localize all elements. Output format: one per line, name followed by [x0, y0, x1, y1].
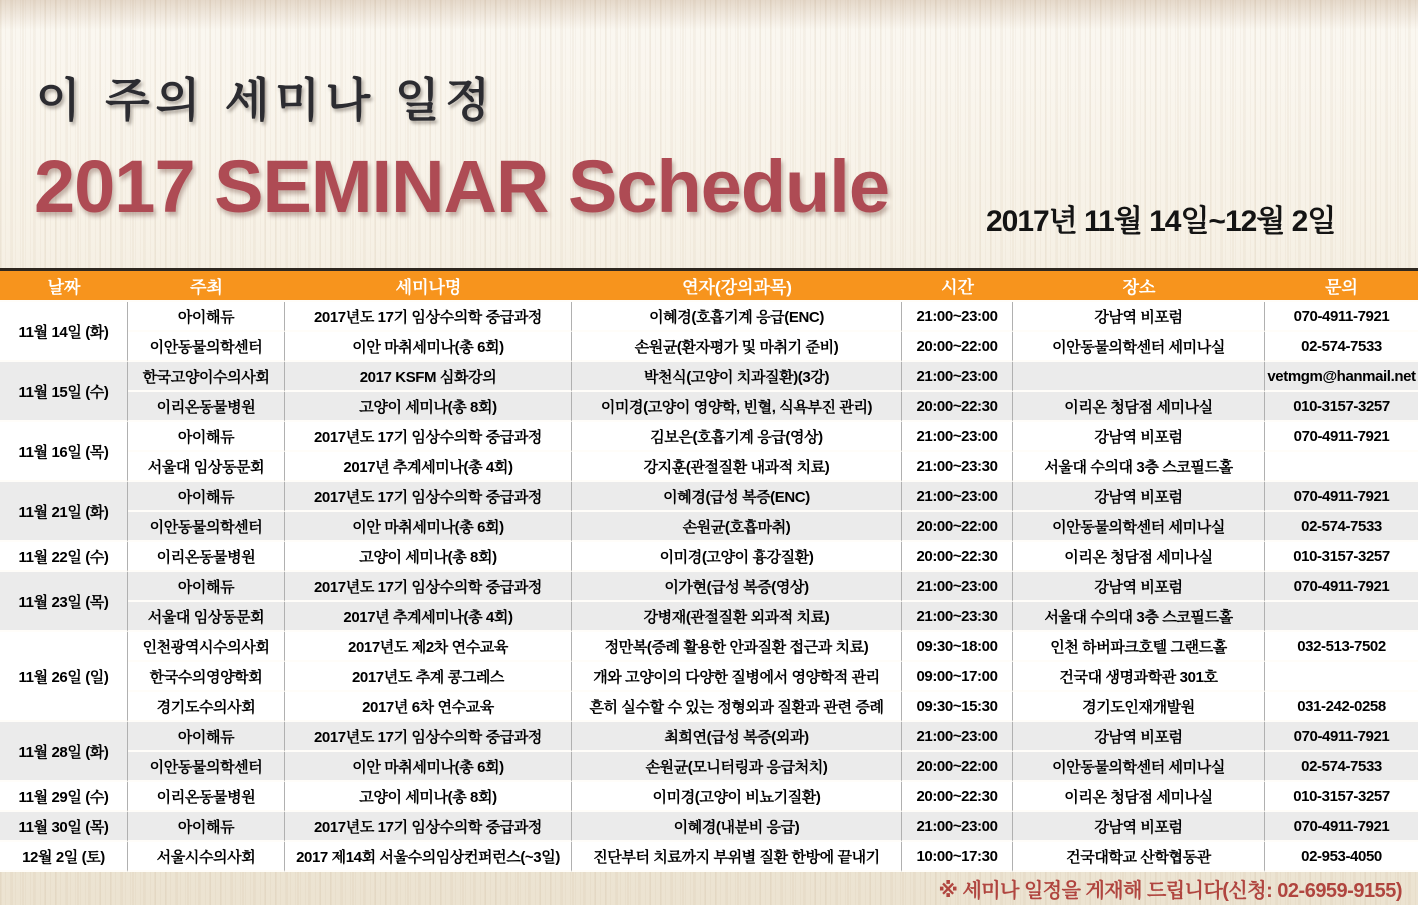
cell-seminar-name: 이안 마취세미나(총 6회): [285, 332, 572, 362]
table-row: [0, 482, 1418, 512]
cell-time: 21:00~23:00: [902, 722, 1013, 752]
cell-speaker: 손원균(모니터링과 응급처치): [572, 752, 902, 782]
table-row: [0, 662, 1418, 692]
cell-host: 아이해듀: [128, 302, 285, 332]
cell-host: 서울대 임상동문회: [128, 602, 285, 632]
cell-date: 11월 28일 (화): [0, 722, 128, 782]
cell-date: 11월 14일 (화): [0, 302, 128, 362]
cell-contact: [1265, 602, 1418, 632]
cell-contact: 010-3157-3257: [1265, 782, 1418, 812]
cell-place: 경기도인재개발원: [1013, 692, 1265, 722]
cell-speaker: 이혜경(급성 복증(ENC): [572, 482, 902, 512]
cell-speaker: 흔히 실수할 수 있는 정형외과 질환과 관련 증례: [572, 692, 902, 722]
cell-host: 서울대 임상동문회: [128, 452, 285, 482]
cell-place: 강남역 비포럼: [1013, 482, 1265, 512]
cell-speaker: 이가현(급성 복증(영상): [572, 572, 902, 602]
cell-contact: 02-574-7533: [1265, 512, 1418, 542]
cell-time: 10:00~17:30: [902, 842, 1013, 872]
cell-date: 11월 23일 (목): [0, 572, 128, 632]
cell-place: 이안동물의학센터 세미나실: [1013, 752, 1265, 782]
page-title: 2017 SEMINAR Schedule: [34, 145, 889, 228]
cell-time: 21:00~23:00: [902, 812, 1013, 842]
cell-host: 이리온동물병원: [128, 542, 285, 572]
table-row: [0, 722, 1418, 752]
cell-seminar-name: 2017년도 추계 콩그레스: [285, 662, 572, 692]
calligraphy-title: 이 주의 세미나 일정: [36, 74, 496, 126]
cell-contact: [1265, 662, 1418, 692]
table-row: [0, 632, 1418, 662]
cell-date: 11월 26일 (일): [0, 632, 128, 722]
cell-contact: 010-3157-3257: [1265, 392, 1418, 422]
cell-place: 서울대 수의대 3층 스코필드홀: [1013, 452, 1265, 482]
cell-host: 아이해듀: [128, 572, 285, 602]
cell-time: 20:00~22:30: [902, 392, 1013, 422]
cell-date: 12월 2일 (토): [0, 842, 128, 872]
cell-host: 이리온동물병원: [128, 782, 285, 812]
table-row: [0, 602, 1418, 632]
cell-date: 11월 29일 (수): [0, 782, 128, 812]
cell-host: 이안동물의학센터: [128, 332, 285, 362]
column-header-speaker: 연자(강의과목): [572, 271, 902, 302]
cell-host: 아이해듀: [128, 812, 285, 842]
cell-speaker: 이미경(고양이 흉강질환): [572, 542, 902, 572]
cell-time: 09:30~18:00: [902, 632, 1013, 662]
cell-time: 21:00~23:00: [902, 422, 1013, 452]
column-header-date: 날짜: [0, 271, 128, 302]
top-edge-texture: [0, 0, 1418, 30]
cell-contact: 02-953-4050: [1265, 842, 1418, 872]
table-row: [0, 422, 1418, 452]
cell-seminar-name: 이안 마취세미나(총 6회): [285, 752, 572, 782]
cell-speaker: 김보은(호흡기계 응급(영상): [572, 422, 902, 452]
column-header-time: 시간: [902, 271, 1013, 302]
column-header-place: 장소: [1013, 271, 1265, 302]
cell-contact: [1265, 452, 1418, 482]
cell-seminar-name: 고양이 세미나(총 8회): [285, 542, 572, 572]
cell-host: 아이해듀: [128, 482, 285, 512]
cell-time: 21:00~23:30: [902, 602, 1013, 632]
cell-speaker: 강지훈(관절질환 내과적 치료): [572, 452, 902, 482]
cell-contact: 070-4911-7921: [1265, 572, 1418, 602]
table-row: [0, 512, 1418, 542]
cell-seminar-name: 2017년도 17기 임상수의학 중급과정: [285, 722, 572, 752]
cell-speaker: 정만복(증례 활용한 안과질환 접근과 치료): [572, 632, 902, 662]
cell-speaker: 개와 고양이의 다양한 질병에서 영양학적 관리: [572, 662, 902, 692]
table-row: [0, 392, 1418, 422]
cell-date: 11월 22일 (수): [0, 542, 128, 572]
cell-contact: 010-3157-3257: [1265, 542, 1418, 572]
cell-seminar-name: 이안 마취세미나(총 6회): [285, 512, 572, 542]
cell-speaker: 이혜경(내분비 응급): [572, 812, 902, 842]
cell-host: 아이해듀: [128, 722, 285, 752]
table-row: [0, 302, 1418, 332]
cell-seminar-name: 2017 KSFM 심화강의: [285, 362, 572, 392]
cell-contact: 02-574-7533: [1265, 332, 1418, 362]
cell-place: 강남역 비포럼: [1013, 572, 1265, 602]
cell-contact: 070-4911-7921: [1265, 812, 1418, 842]
cell-place: 이리온 청담점 세미나실: [1013, 782, 1265, 812]
date-range: 2017년 11월 14일~12월 2일: [986, 205, 1336, 238]
cell-place: 인천 하버파크호텔 그랜드홀: [1013, 632, 1265, 662]
cell-host: 이리온동물병원: [128, 392, 285, 422]
cell-place: 이안동물의학센터 세미나실: [1013, 332, 1265, 362]
cell-contact: 070-4911-7921: [1265, 722, 1418, 752]
cell-host: 이안동물의학센터: [128, 512, 285, 542]
cell-seminar-name: 2017년도 17기 임상수의학 중급과정: [285, 812, 572, 842]
cell-time: 20:00~22:30: [902, 782, 1013, 812]
cell-speaker: 강병재(관절질환 외과적 치료): [572, 602, 902, 632]
column-header-seminar-name: 세미나명: [285, 271, 572, 302]
cell-speaker: 손원균(호흡마취): [572, 512, 902, 542]
cell-host: 서울시수의사회: [128, 842, 285, 872]
table-row: [0, 362, 1418, 392]
table-header-row: [0, 271, 1418, 302]
cell-speaker: 박천식(고양이 치과질환)(3강): [572, 362, 902, 392]
cell-place: 강남역 비포럼: [1013, 422, 1265, 452]
cell-seminar-name: 2017년도 17기 임상수의학 중급과정: [285, 422, 572, 452]
cell-date: 11월 16일 (목): [0, 422, 128, 482]
table-row: [0, 842, 1418, 872]
cell-seminar-name: 2017년도 17기 임상수의학 중급과정: [285, 482, 572, 512]
cell-seminar-name: 2017년도 17기 임상수의학 중급과정: [285, 572, 572, 602]
cell-place: [1013, 362, 1265, 392]
footer-note: ※ 세미나 일정을 게재해 드립니다(신청: 02-6959-9155): [938, 880, 1402, 902]
cell-contact: 031-242-0258: [1265, 692, 1418, 722]
cell-seminar-name: 2017년 추계세미나(총 4회): [285, 452, 572, 482]
cell-place: 강남역 비포럼: [1013, 722, 1265, 752]
cell-host: 이안동물의학센터: [128, 752, 285, 782]
cell-contact: 070-4911-7921: [1265, 302, 1418, 332]
cell-speaker: 진단부터 치료까지 부위별 질환 한방에 끝내기: [572, 842, 902, 872]
table-row: [0, 332, 1418, 362]
cell-seminar-name: 고양이 세미나(총 8회): [285, 782, 572, 812]
cell-time: 09:30~15:30: [902, 692, 1013, 722]
cell-seminar-name: 2017 제14회 서울수의임상컨퍼런스(~3일): [285, 842, 572, 872]
cell-seminar-name: 2017년도 제2차 연수교육: [285, 632, 572, 662]
cell-place: 건국대 생명과학관 301호: [1013, 662, 1265, 692]
table-row: [0, 812, 1418, 842]
table-row: [0, 752, 1418, 782]
cell-speaker: 손원균(환자평가 및 마취기 준비): [572, 332, 902, 362]
cell-speaker: 이미경(고양이 비뇨기질환): [572, 782, 902, 812]
cell-host: 인천광역시수의사회: [128, 632, 285, 662]
cell-host: 한국수의영양학회: [128, 662, 285, 692]
table-row: [0, 452, 1418, 482]
cell-place: 강남역 비포럼: [1013, 812, 1265, 842]
cell-time: 20:00~22:00: [902, 752, 1013, 782]
cell-place: 건국대학교 산학협동관: [1013, 842, 1265, 872]
cell-host: 한국고양이수의사회: [128, 362, 285, 392]
cell-place: 이리온 청담점 세미나실: [1013, 392, 1265, 422]
table-row: [0, 782, 1418, 812]
cell-contact: 070-4911-7921: [1265, 482, 1418, 512]
cell-host: 아이해듀: [128, 422, 285, 452]
cell-time: 21:00~23:00: [902, 482, 1013, 512]
cell-place: 이리온 청담점 세미나실: [1013, 542, 1265, 572]
cell-contact: 02-574-7533: [1265, 752, 1418, 782]
cell-time: 21:00~23:30: [902, 452, 1013, 482]
cell-time: 20:00~22:30: [902, 542, 1013, 572]
cell-contact: 070-4911-7921: [1265, 422, 1418, 452]
cell-date: 11월 30일 (목): [0, 812, 128, 842]
cell-speaker: 최희연(급성 복증(외과): [572, 722, 902, 752]
cell-time: 20:00~22:00: [902, 332, 1013, 362]
cell-seminar-name: 2017년도 17기 임상수의학 중급과정: [285, 302, 572, 332]
table-row: [0, 572, 1418, 602]
cell-time: 21:00~23:00: [902, 362, 1013, 392]
table-body: [0, 302, 1418, 872]
table-row: [0, 692, 1418, 722]
cell-date: 11월 21일 (화): [0, 482, 128, 542]
cell-seminar-name: 고양이 세미나(총 8회): [285, 392, 572, 422]
cell-time: 21:00~23:00: [902, 302, 1013, 332]
cell-place: 서울대 수의대 3층 스코필드홀: [1013, 602, 1265, 632]
cell-seminar-name: 2017년 추계세미나(총 4회): [285, 602, 572, 632]
cell-date: 11월 15일 (수): [0, 362, 128, 422]
cell-seminar-name: 2017년 6차 연수교육: [285, 692, 572, 722]
cell-speaker: 이미경(고양이 영양학, 빈혈, 식욕부진 관리): [572, 392, 902, 422]
column-header-contact: 문의: [1265, 271, 1418, 302]
cell-host: 경기도수의사회: [128, 692, 285, 722]
cell-time: 09:00~17:00: [902, 662, 1013, 692]
table-row: [0, 542, 1418, 572]
column-header-host: 주최: [128, 271, 285, 302]
cell-time: 21:00~23:00: [902, 572, 1013, 602]
table-header: [0, 271, 1418, 302]
cell-place: 강남역 비포럼: [1013, 302, 1265, 332]
cell-contact: 032-513-7502: [1265, 632, 1418, 662]
seminar-schedule-table: [0, 271, 1418, 872]
cell-time: 20:00~22:00: [902, 512, 1013, 542]
cell-speaker: 이혜경(호흡기계 응급(ENC): [572, 302, 902, 332]
cell-place: 이안동물의학센터 세미나실: [1013, 512, 1265, 542]
cell-contact: vetmgm@hanmail.net: [1265, 362, 1418, 392]
